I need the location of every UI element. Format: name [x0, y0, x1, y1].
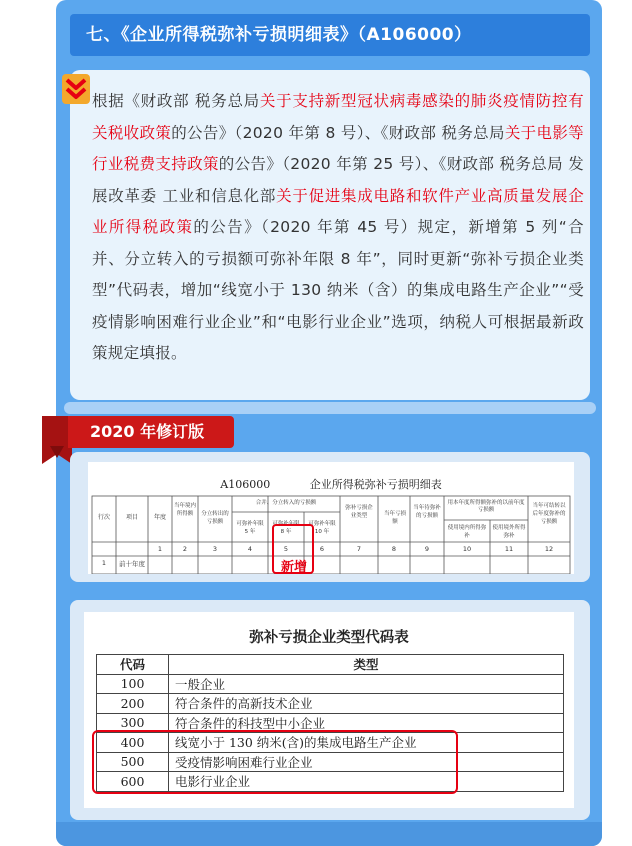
header-merge-group: 合并、分立转入的亏损额 — [255, 500, 317, 506]
new-types-highlight — [92, 730, 458, 794]
double-chevron-down-icon — [62, 74, 90, 104]
column-number: 11 — [504, 545, 514, 553]
header-current-loss: 当年亏损额 — [383, 511, 406, 525]
col-header-type: 类型 — [169, 655, 564, 675]
header-used-foreign: 使用境外所得弥补 — [492, 525, 526, 539]
paragraph-segment: 根据《财政部 税务总局 — [92, 92, 260, 110]
header-item: 项目 — [125, 514, 138, 521]
column-number: 4 — [247, 545, 253, 553]
form-document — [88, 462, 574, 574]
code-cell: 400 — [97, 733, 169, 753]
column-number: 6 — [319, 545, 325, 553]
column-number: 10 — [462, 545, 472, 553]
paragraph-segment: 的公告》（2020 年第 25 号）、《财政部 税务总局 发展改革委 工业和信息化部 — [92, 155, 584, 205]
type-cell: 线宽小于 130 纳米(含)的集成电路生产企业 — [169, 733, 564, 753]
header-merge-10y: 可弥补年限 10 年 — [308, 521, 336, 535]
header-pending-loss: 当年待弥补的亏损额 — [413, 505, 441, 519]
type-cell: 符合条件的科技型中小企业 — [169, 713, 564, 733]
row1-item: 前十年度 — [119, 560, 145, 568]
policy-link-text: 关于电影等行业税费支持政策 — [92, 123, 584, 173]
type-cell: 受疫情影响困难行业企业 — [169, 752, 564, 772]
header-carry-forward: 当年可结转以后年度弥补的亏损额 — [532, 503, 566, 525]
column-number: 12 — [544, 545, 554, 553]
revision-tag-label: 2020 年修订版 — [68, 416, 234, 448]
type-cell: 一般企业 — [169, 674, 564, 694]
header-split-out: 分立转出的亏损额 — [201, 511, 229, 525]
column-number: 3 — [212, 545, 218, 553]
form-code: A106000 — [220, 478, 271, 491]
header-row-no: 行次 — [97, 514, 110, 521]
column-number: 8 — [391, 545, 397, 553]
type-cell: 电影行业企业 — [169, 772, 564, 792]
code-cell: 200 — [97, 694, 169, 714]
code-cell: 300 — [97, 713, 169, 733]
new-column-label: 新增 — [280, 560, 307, 575]
code-table-title: 弥补亏损企业类型代码表 — [249, 629, 409, 646]
col-header-code: 代码 — [97, 655, 169, 675]
policy-link-text: 关于支持新型冠状病毒感染的肺炎疫情防控有关税收政策 — [92, 92, 584, 142]
section-title: 七、《企业所得税弥补亏损明细表》（A106000） — [70, 14, 590, 56]
column-number: 9 — [424, 545, 430, 553]
column-number: 5 — [283, 545, 289, 553]
header-current-income: 当年境内所得额 — [174, 503, 197, 517]
header-enterprise-type: 弥补亏损企业类型 — [345, 505, 373, 519]
paragraph-segment: 的公告》（2020 年第 8 号）、《财政部 税务总局 — [171, 123, 505, 142]
table-row — [97, 694, 564, 714]
code-cell: 600 — [97, 772, 169, 792]
page-frame-bottom — [56, 822, 602, 846]
header-used-group: 用本年度所得额弥补的以前年度亏损额 — [447, 500, 525, 513]
form-name: 企业所得税弥补亏损明细表 — [309, 478, 442, 491]
paragraph-segment: 的公告》（2020 年第 45 号）规定，新增第 5 列“合并、分立转入的亏损额可弥补年限 8 年”，同时更新“弥补亏损企业类型”代码表，增加“线宽小于 130 纳米（含）的集成电路生产企业”“受疫情影响困难行业企业”和“电影行业企业”选项，纳税人可根据最新政策规定填报。 — [92, 218, 584, 362]
table-row — [97, 674, 564, 694]
column-number: 1 — [157, 545, 163, 553]
type-cell: 符合条件的高新技术企业 — [169, 694, 564, 714]
revision-tag — [42, 416, 234, 452]
policy-paragraph — [92, 86, 584, 370]
column-number: 2 — [182, 545, 188, 553]
header-used-domestic: 使用境内所得弥补 — [447, 525, 487, 539]
paragraph-shadow — [64, 402, 596, 414]
header-year: 年度 — [153, 514, 166, 521]
code-cell: 500 — [97, 752, 169, 772]
code-cell: 100 — [97, 674, 169, 694]
row1-no: 1 — [101, 559, 107, 567]
header-merge-8y: 可弥补年限 8 年 — [272, 521, 300, 535]
column-number: 7 — [356, 545, 362, 553]
policy-link-text: 关于促进集成电路和软件产业高质量发展企业所得税政策 — [92, 186, 585, 236]
header-merge-5y: 可弥补年限 5 年 — [236, 521, 264, 535]
